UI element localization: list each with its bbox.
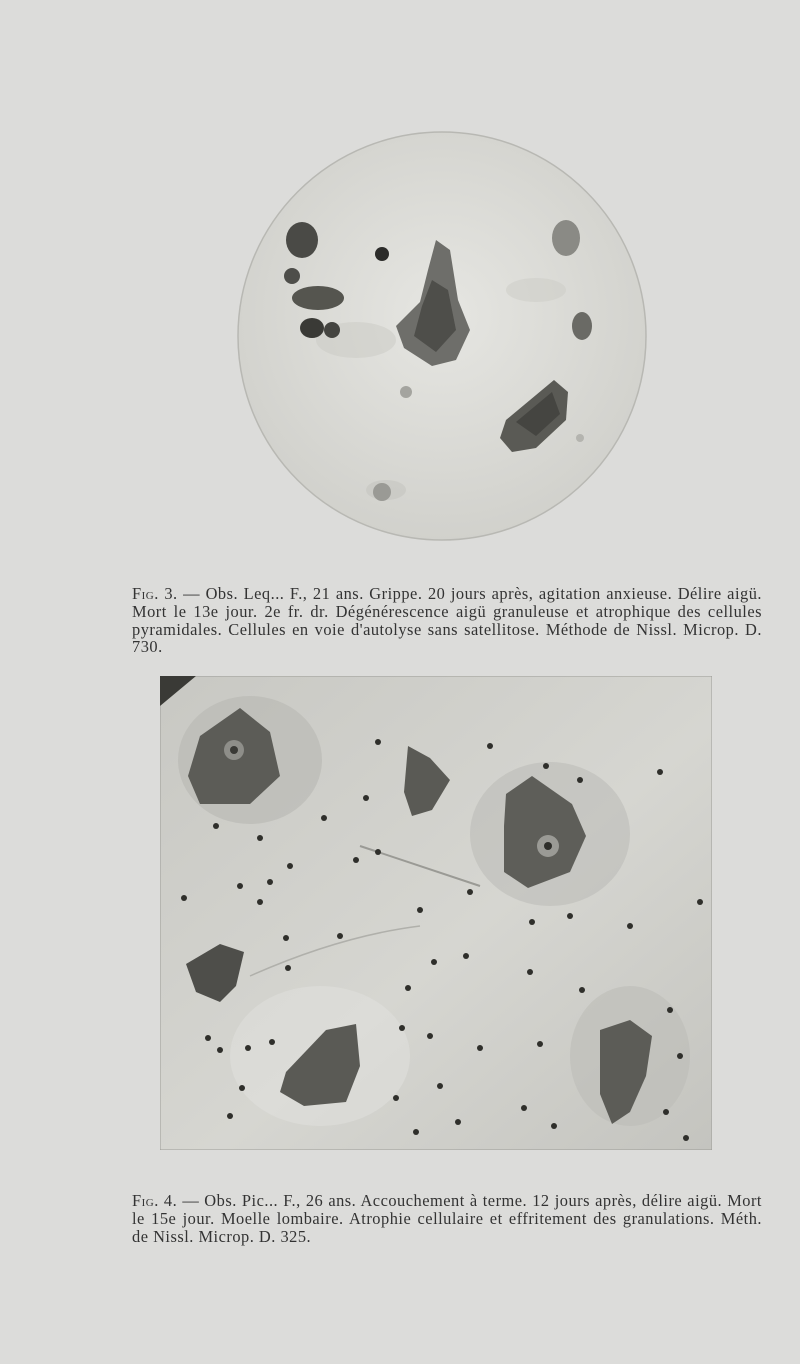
figure-4-caption [132, 1192, 762, 1245]
figure-4-label: Fig. 4. [132, 1191, 178, 1211]
figure-3-caption-text: — Obs. Leq... F., 21 ans. Grippe. 20 jours après, agitation anxieuse. Délire aigü. Mort le 13e jour. 2e fr. dr. Dégénérescence aigü granuleuse et atrophique des cellules pyramidales. Cellules en voie d'autolyse sans satellitose. Méthode de Nissl. Microp. D. 730. [132, 584, 762, 657]
figure-3-label: Fig. 3. [132, 584, 178, 604]
figure-3-micrograph [236, 130, 648, 542]
figure-4-micrograph [160, 676, 712, 1150]
figure-3-caption [132, 585, 762, 655]
figure-4-caption-text: — Obs. Pic... F., 26 ans. Accouchement à terme. 12 jours après, délire aigü. Mort le 15e jour. Moelle lombaire. Atrophie cellulaire et effritement des granulations. Méth. de Nissl. Microp. D. 325. [132, 1191, 762, 1246]
